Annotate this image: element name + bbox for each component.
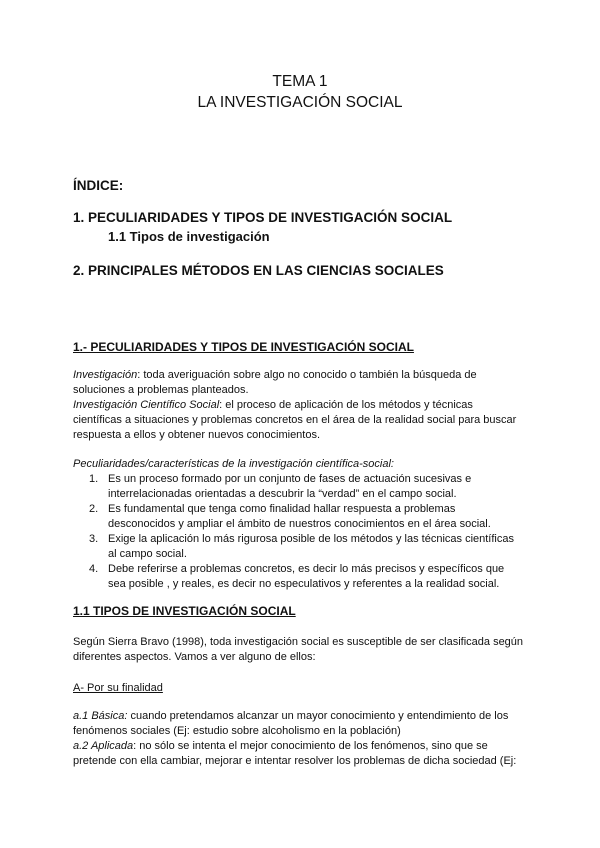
paragraph-text: Según Sierra Bravo (1998), toda investigación social es susceptible de ser clasificada según	[73, 636, 524, 648]
definition-text: científicas a situaciones y problemas concretos en el área de la realidad social para buscar	[73, 414, 517, 426]
list-item-text: interrelacionadas orientadas a descubrir la “verdad” en el campo social.	[108, 488, 457, 500]
list-item	[73, 502, 543, 532]
list-item-number: 3.	[89, 533, 99, 545]
list-heading-text: Peculiaridades/características de la investigación científica-social:	[73, 458, 394, 470]
index-item-1-1: 1.1 Tipos de investigación	[108, 229, 270, 244]
characteristics-list	[73, 472, 543, 592]
definition-text: : el proceso de aplicación de los métodos y técnicas	[219, 399, 473, 411]
list-item-number: 1.	[89, 473, 99, 485]
list-item-text: Es fundamental que tenga como finalidad hallar respuesta a problemas	[108, 503, 456, 515]
subheading-finalidad	[73, 681, 543, 696]
list-item	[73, 532, 543, 562]
list-item-text: Debe referirse a problemas concretos, es decir lo más precisos y específicos que	[108, 563, 505, 575]
section-1-1-heading: 1.1 TIPOS DE INVESTIGACIÓN SOCIAL	[73, 604, 296, 618]
term-investigacion: Investigación	[73, 369, 138, 381]
list-item	[73, 562, 543, 592]
paragraph-text: diferentes aspectos. Vamos a ver alguno de ellos:	[73, 651, 316, 663]
definition-text: respuesta a ellos y obtener nuevos conocimientos.	[73, 429, 321, 441]
paragraph-text: fenómenos sociales (Ej: estudio sobre alcoholismo en la población)	[73, 725, 401, 737]
list-item-number: 2.	[89, 503, 99, 515]
index-heading: ÍNDICE:	[73, 178, 124, 193]
index-item-1: 1. PECULIARIDADES Y TIPOS DE INVESTIGACIÓN SOCIAL	[73, 210, 453, 225]
document-title-line2: LA INVESTIGACIÓN SOCIAL	[197, 94, 403, 111]
list-item	[73, 472, 543, 502]
list-item-text: Exige la aplicación lo más rigurosa posible de los métodos y las técnicas científicas	[108, 533, 514, 545]
list-item-text: desconocidos y ampliar el ámbito de nuestros conocimientos en el área social.	[108, 518, 491, 530]
list-item-text: al campo social.	[108, 548, 187, 560]
definition-investigacion	[73, 368, 543, 443]
list-item-number: 4.	[89, 563, 99, 575]
paragraph-text: cuando pretendamos alcanzar un mayor conocimiento y entendimiento de los	[127, 710, 509, 722]
term-basica: a.1 Básica:	[73, 710, 128, 722]
list-item-text: Es un proceso formado por un conjunto de fases de actuación sucesivas e	[108, 473, 472, 485]
term-aplicada: a.2 Aplicada	[73, 740, 134, 752]
document-title-line1: TEMA 1	[272, 73, 328, 90]
paragraph-text: pretende con ella cambiar, mejorar e intentar resolver los problemas de dicha sociedad (Ej:	[73, 755, 517, 767]
term-investigacion-cientifico-social: Investigación Científico Social	[73, 399, 220, 411]
definition-text: : toda averiguación sobre algo no conocido o también la búsqueda de	[137, 369, 477, 381]
subheading-text: A- Por su finalidad	[73, 682, 163, 694]
paragraph-text: : no sólo se intenta el mejor conocimiento de los fenómenos, sino que se	[133, 740, 488, 752]
section-1-heading: 1.- PECULIARIDADES Y TIPOS DE INVESTIGACIÓN SOCIAL	[73, 340, 414, 354]
list-item-text: sea posible , y reales, es decir no especulativos y referentes a la realidad social.	[108, 578, 500, 590]
definition-text: soluciones a problemas planteados.	[73, 384, 249, 396]
list-heading	[73, 457, 543, 472]
types-paragraph	[73, 709, 543, 769]
section-1-1-intro	[73, 635, 543, 665]
index-item-2: 2. PRINCIPALES MÉTODOS EN LAS CIENCIAS SOCIALES	[73, 263, 444, 278]
